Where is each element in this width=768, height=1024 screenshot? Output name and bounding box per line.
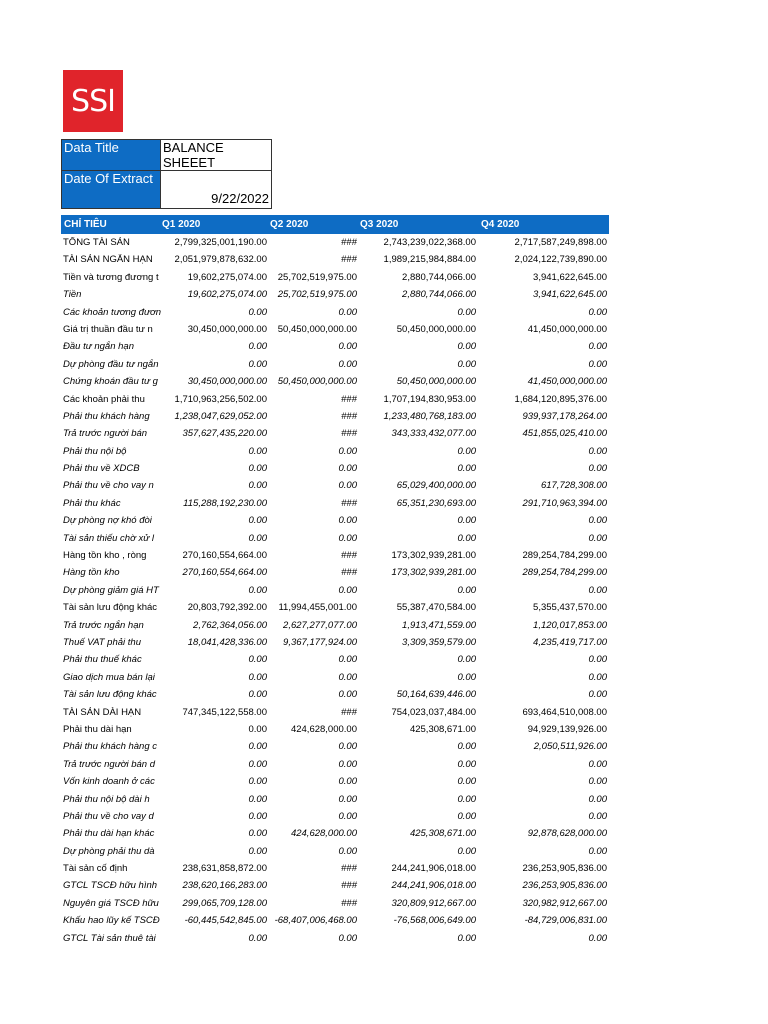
- row-label: Tiền: [63, 289, 82, 301]
- row-label: Phải thu khách hàng c: [63, 741, 158, 753]
- cell-q1: 0.00: [248, 776, 267, 788]
- table-row: [61, 321, 609, 338]
- row-label: Thuế VAT phải thu: [63, 636, 141, 648]
- cell-q2: 25,702,519,975.00: [277, 289, 357, 301]
- row-label: Phải thu khách hàng: [63, 410, 150, 422]
- cell-q2: 0.00: [338, 932, 357, 944]
- cell-q2: 0.00: [338, 445, 357, 457]
- table-row: [61, 860, 609, 877]
- cell-q3: 65,029,400,000.00: [396, 480, 476, 492]
- cell-q3: 0.00: [457, 584, 476, 596]
- cell-q4: 0.00: [588, 689, 607, 701]
- row-label: Phải thu khác: [63, 497, 121, 509]
- cell-q2: ###: [341, 567, 357, 579]
- table-row: [61, 808, 609, 825]
- cell-q4: 2,717,587,249,898.00: [514, 237, 607, 248]
- cell-q3: 0.00: [457, 793, 476, 805]
- row-label: Phải thu nội bộ: [63, 445, 127, 457]
- cell-q4: 0.00: [588, 358, 607, 370]
- cell-q2: ###: [341, 393, 357, 405]
- row-label: Các khoản tương đươn: [63, 306, 161, 318]
- cell-q4: 1,684,120,895,376.00: [514, 393, 607, 405]
- cell-q4: -84,729,006,831.00: [524, 915, 607, 927]
- info-table: [61, 139, 272, 209]
- cell-q3: 0.00: [457, 463, 476, 475]
- cell-q1: 0.00: [248, 810, 267, 822]
- cell-q4: 289,254,784,299.00: [522, 567, 607, 579]
- table-row: [61, 373, 609, 390]
- cell-q2: 424,628,000.00: [290, 723, 357, 735]
- table-row: [61, 251, 609, 268]
- table-row: [61, 877, 609, 894]
- cell-q1: 0.00: [248, 306, 267, 318]
- cell-q1: 0.00: [248, 584, 267, 596]
- cell-q1: 0.00: [248, 654, 267, 666]
- cell-q3: 1,233,480,768,183.00: [383, 410, 476, 422]
- table-row: [61, 825, 609, 842]
- cell-q3: 0.00: [457, 932, 476, 944]
- cell-q2: -68,407,006,468.00: [274, 915, 357, 927]
- cell-q4: 94,929,139,926.00: [527, 723, 607, 735]
- row-label: TÀI SẢN NGẮN HẠN: [63, 254, 153, 266]
- row-label: Hàng tồn kho , ròng: [63, 550, 147, 562]
- row-label: Phải thu thuế khác: [63, 654, 142, 666]
- cell-q2: ###: [341, 880, 357, 892]
- header-q1: Q1 2020: [162, 219, 201, 230]
- row-label: Phải thu dài hạn: [63, 723, 132, 735]
- cell-q3: 0.00: [457, 758, 476, 770]
- data-title-label: Data Title: [62, 140, 161, 171]
- cell-q4: 236,253,905,836.00: [522, 880, 607, 892]
- cell-q4: 0.00: [588, 515, 607, 527]
- row-label: Phải thu về XDCB: [63, 463, 140, 475]
- cell-q1: 2,799,325,001,190.00: [174, 237, 267, 248]
- cell-q4: 0.00: [588, 654, 607, 666]
- cell-q4: 0.00: [588, 671, 607, 683]
- cell-q3: 1,913,471,559.00: [402, 619, 476, 631]
- table-row: [61, 460, 609, 477]
- header-indicator: CHỈ TIÊU: [64, 219, 107, 230]
- cell-q2: 50,450,000,000.00: [277, 376, 357, 388]
- row-label: Phải thu về cho vay n: [63, 480, 154, 492]
- table-row: [61, 269, 609, 286]
- cell-q2: ###: [341, 254, 357, 266]
- table-row: [61, 304, 609, 321]
- cell-q2: 0.00: [338, 341, 357, 353]
- cell-q4: 0.00: [588, 776, 607, 788]
- cell-q4: 4,235,419,717.00: [533, 636, 607, 648]
- cell-q1: 0.00: [248, 515, 267, 527]
- table-row: [61, 773, 609, 790]
- table-row: [61, 669, 609, 686]
- table-row: [61, 651, 609, 668]
- cell-q3: 173,302,939,281.00: [391, 567, 476, 579]
- cell-q1: 30,450,000,000.00: [187, 323, 267, 335]
- cell-q3: 754,023,037,484.00: [391, 706, 476, 718]
- cell-q4: 939,937,178,264.00: [522, 410, 607, 422]
- cell-q1: 0.00: [248, 689, 267, 701]
- cell-q3: 55,387,470,584.00: [396, 602, 476, 614]
- cell-q2: ###: [341, 706, 357, 718]
- row-label: Tài sản lưu động khác: [63, 602, 158, 614]
- cell-q2: 0.00: [338, 758, 357, 770]
- cell-q1: 30,450,000,000.00: [187, 376, 267, 388]
- cell-q1: 2,762,364,056.00: [193, 619, 267, 631]
- cell-q1: 115,288,192,230.00: [183, 497, 267, 509]
- cell-q2: 0.00: [338, 671, 357, 683]
- row-label: Phải thu dài hạn khác: [63, 828, 155, 840]
- cell-q3: 0.00: [457, 741, 476, 753]
- cell-q4: 92,878,628,000.00: [527, 828, 607, 840]
- date-of-extract-value: 9/22/2022: [161, 171, 272, 209]
- row-label: Tài sản cố định: [63, 863, 128, 875]
- cell-q3: 0.00: [457, 532, 476, 544]
- cell-q1: 299,065,709,128.00: [182, 897, 267, 909]
- row-label: Tài sản lưu động khác: [63, 689, 157, 701]
- table-row: [61, 895, 609, 912]
- cell-q2: 0.00: [338, 776, 357, 788]
- table-row: [61, 582, 609, 599]
- cell-q3: 50,450,000,000.00: [396, 323, 476, 335]
- cell-q1: 0.00: [248, 480, 267, 492]
- cell-q4: 451,855,025,410.00: [522, 428, 607, 440]
- cell-q3: 0.00: [457, 445, 476, 457]
- row-label: Chứng khoán đầu tư g: [63, 376, 158, 388]
- table-row: [61, 425, 609, 442]
- cell-q1: 19,602,275,074.00: [187, 289, 267, 301]
- cell-q3: 65,351,230,693.00: [396, 497, 476, 509]
- cell-q4: 236,253,905,836.00: [522, 863, 607, 875]
- header-q3: Q3 2020: [360, 219, 399, 230]
- cell-q2: 50,450,000,000.00: [277, 323, 357, 335]
- cell-q3: 1,989,215,984,884.00: [383, 254, 476, 266]
- table-row: [61, 477, 609, 494]
- cell-q3: 0.00: [457, 306, 476, 318]
- table-row: [61, 530, 609, 547]
- row-label: Dự phòng đầu tư ngắn: [63, 358, 159, 370]
- cell-q4: 0.00: [588, 793, 607, 805]
- cell-q1: -60,445,542,845.00: [184, 915, 267, 927]
- row-label: Dự phòng nợ khó đòi: [63, 515, 152, 527]
- logo-text: SSI: [71, 83, 115, 119]
- cell-q1: 270,160,554,664.00: [182, 567, 267, 579]
- cell-q4: 1,120,017,853.00: [533, 619, 607, 631]
- row-label: Nguyên giá TSCĐ hữu: [63, 897, 159, 909]
- cell-q4: 0.00: [588, 845, 607, 857]
- cell-q4: 320,982,912,667.00: [522, 897, 607, 909]
- cell-q4: 2,024,122,739,890.00: [514, 254, 607, 266]
- table-row: [61, 408, 609, 425]
- cell-q2: 0.00: [338, 793, 357, 805]
- cell-q2: 0.00: [338, 810, 357, 822]
- cell-q1: 238,631,858,872.00: [182, 863, 267, 875]
- cell-q4: 289,254,784,299.00: [522, 550, 607, 562]
- cell-q3: 1,707,194,830,953.00: [383, 393, 476, 405]
- cell-q2: ###: [341, 237, 357, 248]
- cell-q1: 0.00: [248, 828, 267, 840]
- row-label: TỔNG TÀI SẢN: [63, 237, 130, 248]
- cell-q1: 270,160,554,664.00: [182, 550, 267, 562]
- row-label: Tài sản thiếu chờ xử l: [63, 532, 154, 544]
- header-q2: Q2 2020: [270, 219, 309, 230]
- table-row: [61, 930, 609, 947]
- row-label: Giao dịch mua bán lại: [63, 671, 155, 683]
- cell-q3: 2,743,239,022,368.00: [383, 237, 476, 248]
- cell-q3: -76,568,006,649.00: [393, 915, 476, 927]
- table-row: [61, 843, 609, 860]
- table-row: [61, 599, 609, 616]
- table-row: [61, 686, 609, 703]
- cell-q2: ###: [341, 410, 357, 422]
- cell-q3: 173,302,939,281.00: [391, 550, 476, 562]
- row-label: Phải thu nội bộ dài h: [63, 793, 150, 805]
- row-label: Trả trước người bán d: [63, 758, 155, 770]
- cell-q4: 3,941,622,645.00: [533, 289, 607, 301]
- row-label: Hàng tồn kho: [63, 567, 120, 579]
- cell-q4: 693,464,510,008.00: [522, 706, 607, 718]
- cell-q3: 50,450,000,000.00: [396, 376, 476, 388]
- row-label: TÀI SẢN DÀI HẠN: [63, 706, 142, 718]
- cell-q2: ###: [341, 863, 357, 875]
- cell-q1: 20,803,792,392.00: [187, 602, 267, 614]
- cell-q4: 0.00: [588, 810, 607, 822]
- cell-q1: 747,345,122,558.00: [182, 706, 267, 718]
- cell-q2: 9,367,177,924.00: [283, 636, 357, 648]
- cell-q3: 425,308,671.00: [409, 723, 476, 735]
- cell-q3: 425,308,671.00: [409, 828, 476, 840]
- table-row: [61, 564, 609, 581]
- table-row: [61, 617, 609, 634]
- cell-q1: 1,710,963,256,502.00: [174, 393, 267, 405]
- cell-q4: 0.00: [588, 463, 607, 475]
- cell-q2: 0.00: [338, 845, 357, 857]
- cell-q1: 0.00: [248, 532, 267, 544]
- row-label: Phải thu về cho vay d: [63, 810, 154, 822]
- cell-q3: 0.00: [457, 358, 476, 370]
- cell-q1: 357,627,435,220.00: [182, 428, 267, 440]
- row-label: Dự phòng phải thu dà: [63, 845, 155, 857]
- cell-q2: 0.00: [338, 306, 357, 318]
- table-row: [61, 634, 609, 651]
- row-label: Trả trước ngắn hạn: [63, 619, 144, 631]
- row-label: GTCL Tài sản thuê tài: [63, 932, 156, 944]
- cell-q2: 25,702,519,975.00: [277, 271, 357, 283]
- row-label: Vốn kinh doanh ở các: [63, 776, 155, 788]
- cell-q2: ###: [341, 497, 357, 509]
- table-row: [61, 756, 609, 773]
- cell-q2: 0.00: [338, 654, 357, 666]
- table-row: [61, 738, 609, 755]
- cell-q3: 0.00: [457, 776, 476, 788]
- cell-q4: 0.00: [588, 932, 607, 944]
- cell-q1: 238,620,166,283.00: [182, 880, 267, 892]
- cell-q2: 0.00: [338, 480, 357, 492]
- cell-q1: 0.00: [248, 463, 267, 475]
- row-label: Đầu tư ngắn hạn: [63, 341, 134, 353]
- cell-q3: 3,309,359,579.00: [402, 636, 476, 648]
- cell-q1: 0.00: [248, 741, 267, 753]
- date-of-extract-label: Date Of Extract: [62, 171, 161, 209]
- cell-q3: 2,880,744,066.00: [402, 271, 476, 283]
- cell-q4: 0.00: [588, 758, 607, 770]
- cell-q1: 0.00: [248, 671, 267, 683]
- cell-q4: 3,941,622,645.00: [533, 271, 607, 283]
- table-row: [61, 791, 609, 808]
- cell-q3: 343,333,432,077.00: [391, 428, 476, 440]
- cell-q3: 244,241,906,018.00: [391, 863, 476, 875]
- header-q4: Q4 2020: [481, 219, 520, 230]
- cell-q1: 0.00: [248, 341, 267, 353]
- cell-q4: 0.00: [588, 341, 607, 353]
- cell-q2: 0.00: [338, 689, 357, 701]
- table-row: [61, 356, 609, 373]
- cell-q2: ###: [341, 550, 357, 562]
- table-row: [61, 286, 609, 303]
- cell-q1: 0.00: [248, 932, 267, 944]
- cell-q3: 0.00: [457, 845, 476, 857]
- table-row: [61, 547, 609, 564]
- cell-q4: 0.00: [588, 532, 607, 544]
- cell-q4: 41,450,000,000.00: [527, 323, 607, 335]
- balance-sheet-rows: [61, 234, 609, 947]
- cell-q4: 41,450,000,000.00: [527, 376, 607, 388]
- cell-q4: 0.00: [588, 584, 607, 596]
- data-title-value: BALANCE SHEEET: [161, 140, 272, 171]
- table-row: [61, 912, 609, 929]
- cell-q3: 0.00: [457, 515, 476, 527]
- cell-q3: 50,164,639,446.00: [396, 689, 476, 701]
- cell-q1: 1,238,047,629,052.00: [174, 410, 267, 422]
- cell-q2: 0.00: [338, 741, 357, 753]
- cell-q4: 5,355,437,570.00: [533, 602, 607, 614]
- cell-q4: 291,710,963,394.00: [522, 497, 607, 509]
- row-label: Các khoản phải thu: [63, 393, 145, 405]
- cell-q1: 2,051,979,878,632.00: [174, 254, 267, 266]
- cell-q2: 0.00: [338, 515, 357, 527]
- row-label: GTCL TSCĐ hữu hình: [63, 880, 158, 892]
- cell-q3: 0.00: [457, 671, 476, 683]
- table-row: [61, 512, 609, 529]
- ssi-logo: [63, 70, 123, 132]
- cell-q3: 244,241,906,018.00: [391, 880, 476, 892]
- cell-q1: 19,602,275,074.00: [187, 271, 267, 283]
- cell-q1: 0.00: [248, 845, 267, 857]
- table-row: [61, 338, 609, 355]
- table-row: [61, 495, 609, 512]
- cell-q3: 2,880,744,066.00: [402, 289, 476, 301]
- cell-q4: 0.00: [588, 445, 607, 457]
- table-row: [61, 704, 609, 721]
- table-row: [61, 721, 609, 738]
- cell-q4: 0.00: [588, 306, 607, 318]
- table-row: [61, 234, 609, 251]
- cell-q3: 0.00: [457, 341, 476, 353]
- cell-q2: 0.00: [338, 358, 357, 370]
- cell-q2: 0.00: [338, 532, 357, 544]
- cell-q1: 0.00: [248, 723, 267, 735]
- cell-q1: 0.00: [248, 758, 267, 770]
- cell-q3: 0.00: [457, 810, 476, 822]
- cell-q4: 617,728,308.00: [540, 480, 607, 492]
- cell-q2: 0.00: [338, 463, 357, 475]
- cell-q2: 2,627,277,077.00: [283, 619, 357, 631]
- cell-q2: 424,628,000.00: [290, 828, 357, 840]
- row-label: Tiền và tương đương t: [63, 271, 159, 283]
- cell-q1: 0.00: [248, 358, 267, 370]
- cell-q1: 18,041,428,336.00: [187, 636, 267, 648]
- cell-q2: 11,994,455,001.00: [278, 602, 357, 614]
- cell-q2: 0.00: [338, 584, 357, 596]
- cell-q1: 0.00: [248, 445, 267, 457]
- cell-q3: 320,809,912,667.00: [391, 897, 476, 909]
- table-row: [61, 391, 609, 408]
- table-header: [61, 215, 609, 234]
- row-label: Khấu hao lũy kế TSCĐ: [63, 915, 160, 927]
- cell-q2: ###: [341, 428, 357, 440]
- table-row: [61, 443, 609, 460]
- cell-q1: 0.00: [248, 793, 267, 805]
- row-label: Dự phòng giảm giá HT: [63, 584, 159, 596]
- row-label: Trả trước người bán: [63, 428, 148, 440]
- row-label: Giá trị thuần đầu tư n: [63, 323, 153, 335]
- cell-q4: 2,050,511,926.00: [533, 741, 607, 753]
- cell-q2: ###: [341, 897, 357, 909]
- cell-q3: 0.00: [457, 654, 476, 666]
